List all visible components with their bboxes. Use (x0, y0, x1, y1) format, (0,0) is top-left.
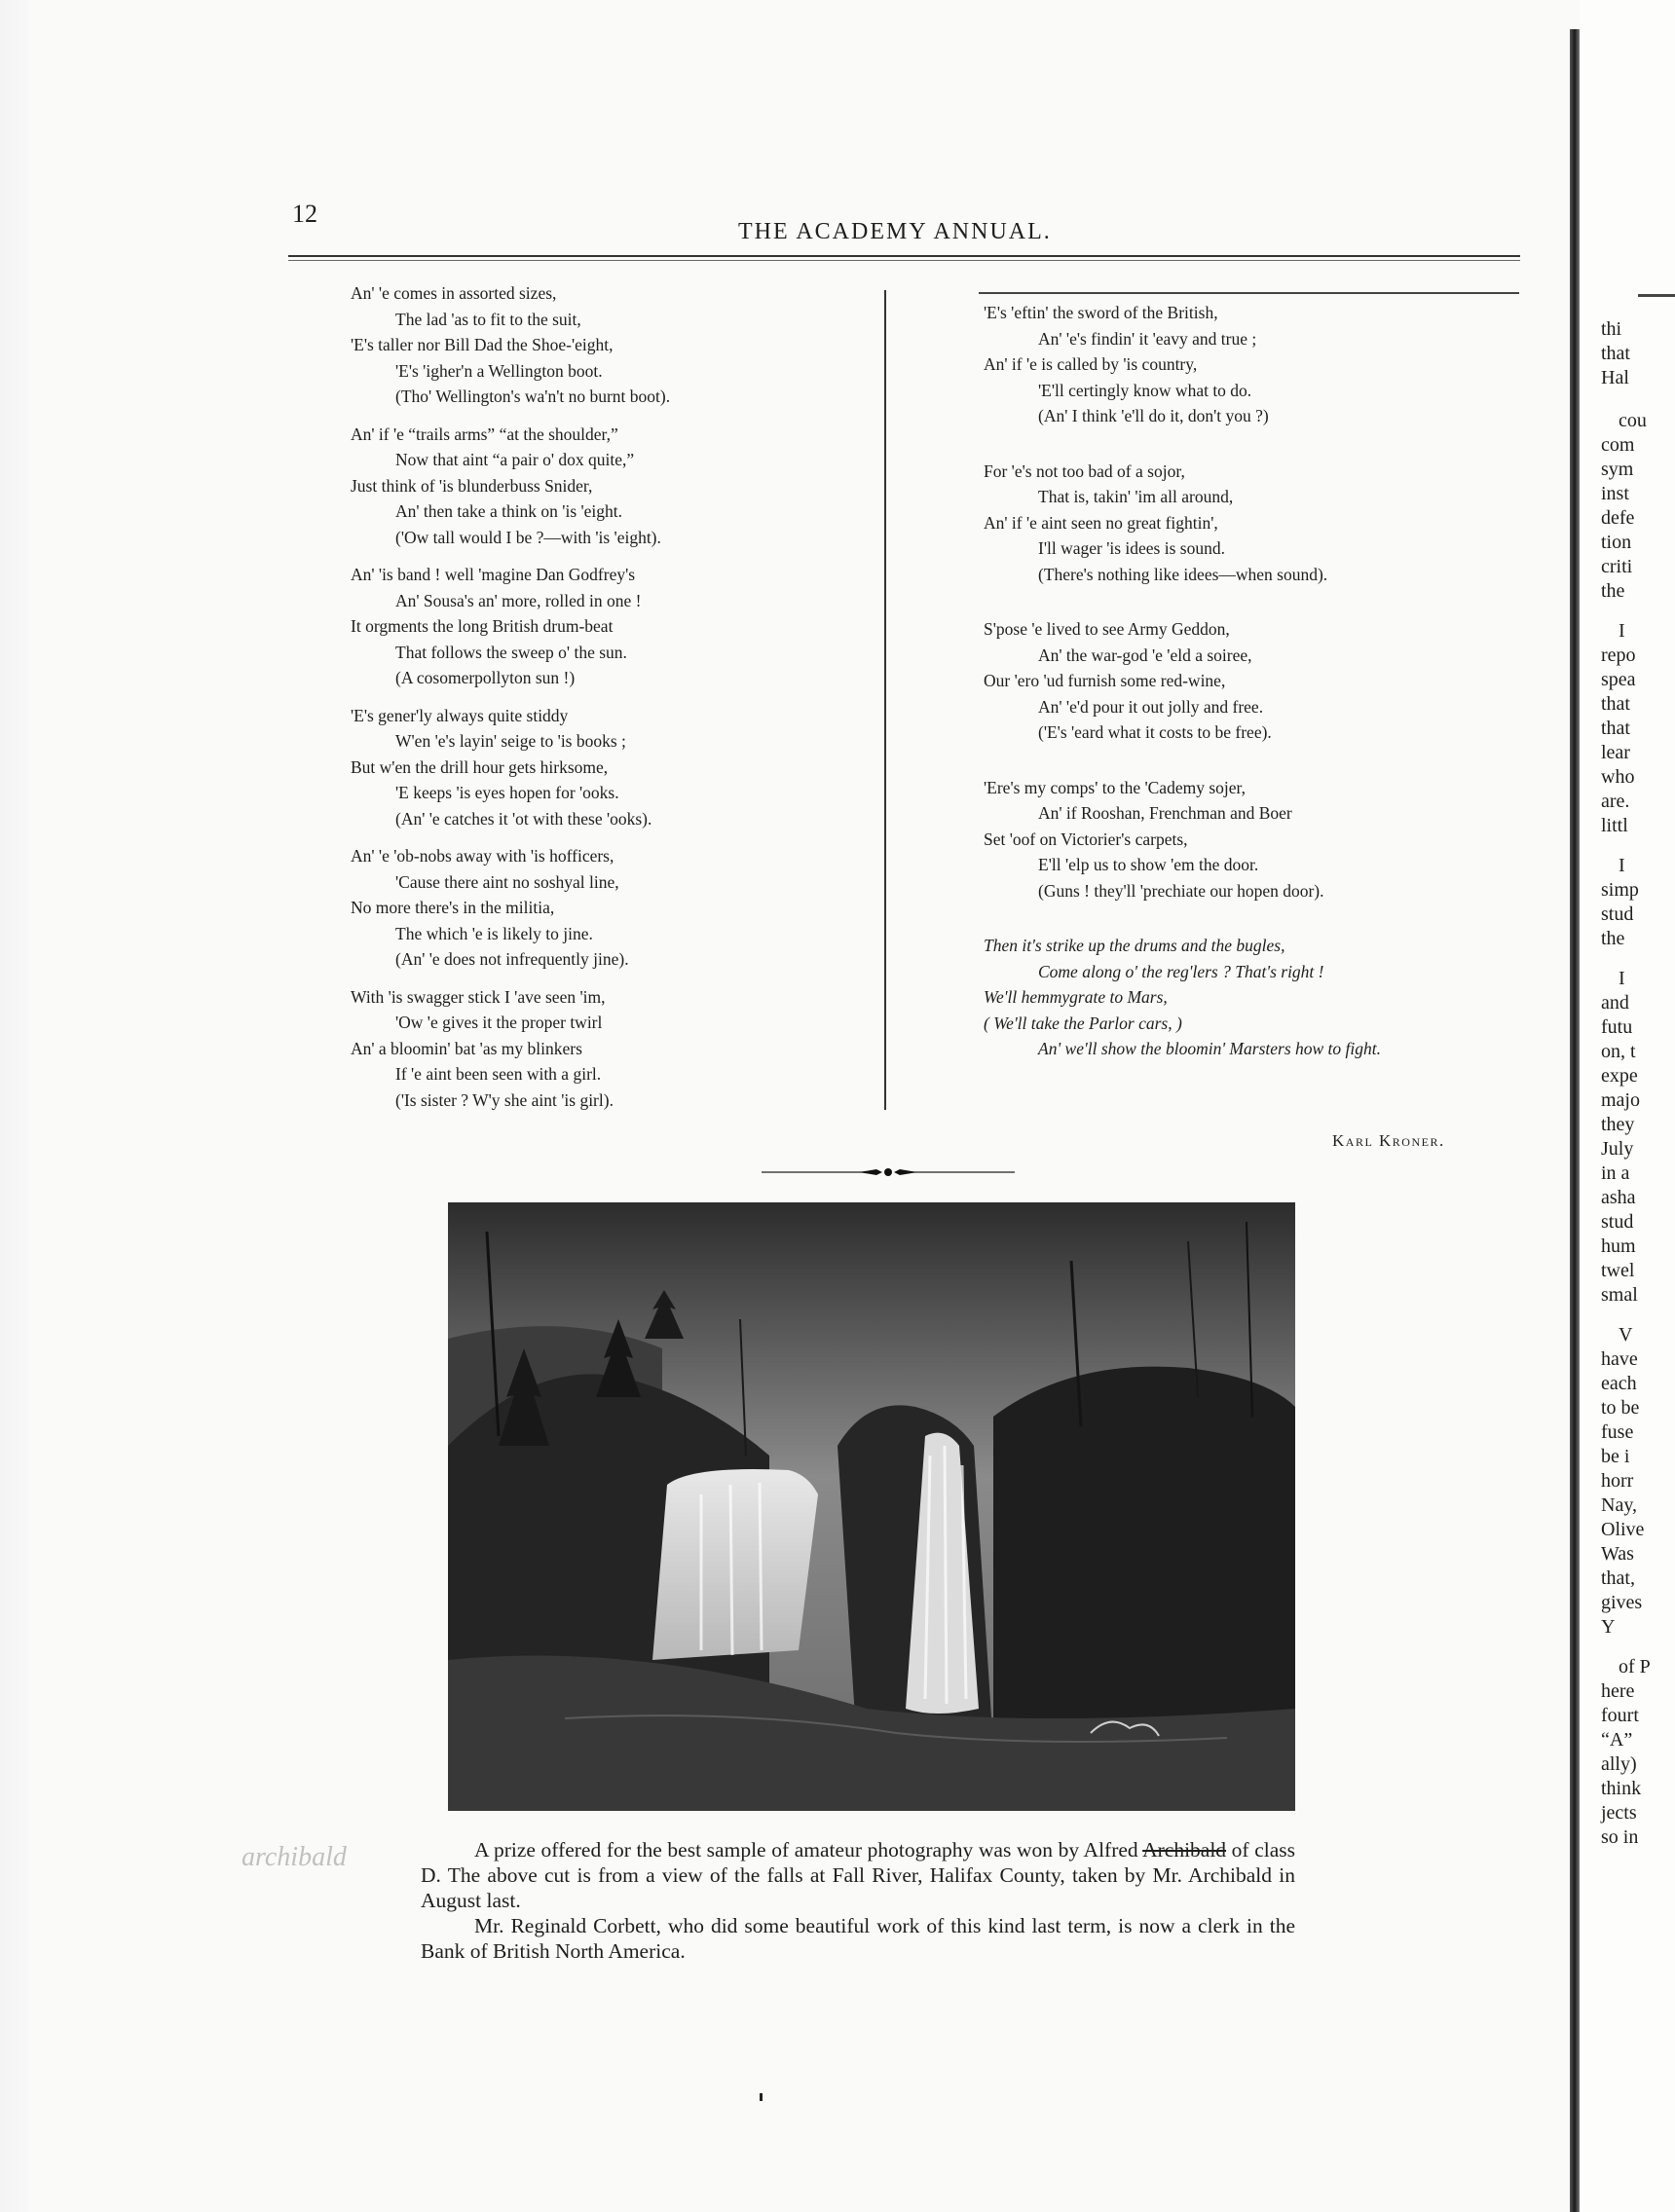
poem-line: (An' I think 'e'll do it, don't you ?) (1038, 406, 1269, 425)
poem-line: For 'e's not too bad of a sojor, (984, 461, 1185, 481)
adjacent-page-text: fuse (1601, 1421, 1634, 1443)
poem-stanza (351, 562, 857, 691)
poem-line: 'E'll certingly know what to do. (1038, 380, 1252, 400)
adjacent-page-text: com (1601, 434, 1635, 456)
poem-line: An' 'e comes in assorted sizes, (351, 283, 557, 303)
adjacent-page-text: I (1619, 855, 1625, 876)
poem-stanza (351, 843, 857, 973)
column-divider (884, 290, 886, 1110)
adjacent-page-text: Was (1601, 1543, 1634, 1565)
poem-stanza (351, 703, 857, 832)
adjacent-page-text: twel (1601, 1260, 1635, 1281)
adjacent-page-text: on, t (1601, 1041, 1636, 1062)
book-gutter (1570, 29, 1580, 2212)
adjacent-page-text: and (1601, 992, 1629, 1014)
poem-line: ('Ow tall would I be ?—with 'is 'eight). (395, 527, 661, 547)
poem-line: 'Ow 'e gives it the proper twirl (395, 1013, 603, 1032)
poem-stanza (351, 984, 857, 1114)
adjacent-page-text: jects (1601, 1802, 1637, 1824)
adjacent-page-text: that (1601, 693, 1630, 715)
adjacent-page-text: the (1601, 580, 1625, 602)
adjacent-page-text: be i (1601, 1446, 1630, 1467)
poem-line: An' Sousa's an' more, rolled in one ! (395, 590, 642, 610)
adjacent-page-text: fourt (1601, 1705, 1639, 1726)
poem-line: E'll 'elp us to show 'em the door. (1038, 855, 1259, 874)
adjacent-page-text: stud (1601, 903, 1634, 925)
chorus-line: ( We'll take the Parlor cars, ) (984, 1013, 1182, 1033)
adjacent-page-text: repo (1601, 645, 1636, 666)
poem-line: 'Ere's my comps' to the 'Cademy sojer, (984, 777, 1247, 797)
adjacent-page-text: lear (1601, 742, 1630, 763)
poem-line: If 'e aint been seen with a girl. (395, 1064, 602, 1084)
poem-line: That is, takin' 'im all around, (1038, 487, 1234, 506)
adjacent-page-text: sym (1601, 459, 1634, 480)
poem-line: Just think of 'is blunderbuss Snider, (351, 475, 593, 496)
adjacent-page-text: littl (1601, 815, 1628, 836)
adjacent-page-text: stud (1601, 1211, 1634, 1233)
adjacent-page-text: criti (1601, 556, 1633, 577)
adjacent-page-text: that (1601, 718, 1630, 739)
poem-line: Set 'oof on Victorier's carpets, (984, 829, 1188, 849)
adjacent-page-text: gives (1601, 1592, 1643, 1613)
poem-line: The which 'e is likely to jine. (395, 923, 593, 943)
adjacent-page-text: of P (1619, 1656, 1651, 1677)
adjacent-page-text: think (1601, 1778, 1642, 1799)
poem-line: An' 'e's findin' it 'eavy and true ; (1038, 328, 1257, 349)
ornament-divider (762, 1162, 1015, 1182)
poem-line: An' if 'e aint seen no great fightin', (984, 512, 1218, 533)
poem-stanza (984, 459, 1509, 588)
adjacent-page-text: Olive (1601, 1519, 1645, 1540)
poem-line: 'Cause there aint no soshyal line, (395, 871, 619, 892)
poem-line: Our 'ero 'ud furnish some red-wine, (984, 671, 1226, 690)
header-rule-thin (288, 260, 1520, 261)
poem-right-column (984, 300, 1509, 1074)
adjacent-page-text: I (1619, 968, 1625, 989)
poem-left-column (351, 280, 857, 1124)
poem-stanza (984, 616, 1509, 746)
poem-line: (An' 'e catches it 'ot with these 'ooks). (395, 808, 652, 829)
poem-line: Now that aint “a pair o' dox quite,” (395, 450, 635, 469)
poem-line: I'll wager 'is idees is sound. (1038, 538, 1225, 558)
poem-line: ('E's 'eard what it costs to be free). (1038, 722, 1272, 742)
adjacent-page-text: July (1601, 1138, 1634, 1160)
adjacent-page-text: “A” (1601, 1729, 1633, 1751)
adjacent-page-text: inst (1601, 483, 1629, 504)
chorus-line: We'll hemmygrate to Mars, (984, 987, 1168, 1007)
poem-line: ('Is sister ? W'y she aint 'is girl). (395, 1089, 614, 1110)
poem-line: An' the war-god 'e 'eld a soiree, (1038, 645, 1252, 665)
poem-line: (An' 'e does not infrequently jine). (395, 949, 629, 969)
adjacent-page-text: majo (1601, 1089, 1640, 1111)
adjacent-page-text: Hal (1601, 367, 1629, 388)
chorus-line: An' we'll show the bloomin' Marsters how to fight. (1038, 1039, 1381, 1058)
adjacent-page-text: cou (1619, 410, 1647, 431)
poem-line: An' if 'e “trails arms” “at the shoulder,” (351, 424, 618, 444)
photo-caption (421, 1837, 1295, 1964)
adjacent-page-text: Y (1601, 1616, 1616, 1638)
adjacent-page-fragment (1580, 0, 1675, 2212)
caption-paragraph-prize: A prize offered for the best sample of amateur photography was won by Alfred Archibald of class D. The above cut is from a view of the falls at Fall River, Halifax County, taken by Mr. Archibald in August last. (421, 1838, 1296, 1912)
adjacent-page-text: have (1601, 1348, 1638, 1370)
adjacent-page-text: they (1601, 1114, 1635, 1135)
poem-line: 'E's gener'ly always quite stiddy (351, 705, 569, 725)
poem-line: S'pose 'e lived to see Army Geddon, (984, 619, 1230, 639)
poem-line: It orgments the long British drum-beat (351, 616, 614, 636)
adjacent-page-text: ally) (1601, 1753, 1637, 1775)
adjacent-page-rule (1638, 294, 1675, 297)
adjacent-page-text: defe (1601, 507, 1635, 529)
adjacent-page-text: to be (1601, 1397, 1640, 1419)
adjacent-page-text: horr (1601, 1470, 1634, 1492)
adjacent-page-text: who (1601, 766, 1635, 788)
poem-line: An' if Rooshan, Frenchman and Boer (1038, 803, 1292, 823)
poem-line: With 'is swagger stick I 'ave seen 'im, (351, 986, 606, 1007)
chorus-line: Come along o' the reg'lers ? That's right ! (1038, 961, 1324, 981)
poem-stanza (351, 422, 857, 551)
poem-stanza (984, 775, 1509, 904)
poem-line: An' 'is band ! well 'magine Dan Godfrey's (351, 565, 636, 584)
poem-line: The lad 'as to fit to the suit, (395, 309, 581, 329)
adjacent-page-text: asha (1601, 1187, 1636, 1208)
adjacent-page-text: Nay, (1601, 1494, 1638, 1516)
poem-chorus (984, 933, 1509, 1062)
poem-line: That follows the sweep o' the sun. (395, 642, 627, 662)
adjacent-page-text: that, (1601, 1567, 1635, 1589)
adjacent-page-text: that (1601, 343, 1630, 364)
running-title: THE ACADEMY ANNUAL. (738, 219, 1052, 244)
chorus-line: Then it's strike up the drums and the bugles, (984, 936, 1285, 955)
ink-mark (760, 2093, 763, 2101)
adjacent-page-text: V (1619, 1324, 1633, 1346)
header-rule (288, 255, 1520, 257)
right-column-rule (979, 292, 1519, 294)
adjacent-page-text: so in (1601, 1826, 1639, 1848)
adjacent-page-text: each (1601, 1373, 1637, 1394)
poem-line: 'E keeps 'is eyes hopen for 'ooks. (395, 783, 619, 802)
poem-stanza (351, 280, 857, 410)
poem-line: But w'en the drill hour gets hirksome, (351, 756, 609, 777)
adjacent-page-text: smal (1601, 1284, 1638, 1306)
poem-line: 'E's taller nor Bill Dad the Shoe-'eight, (351, 335, 614, 354)
adjacent-page-text: simp (1601, 879, 1639, 901)
poem-line: (Tho' Wellington's wa'n't no burnt boot). (395, 387, 671, 406)
poem-stanza (984, 300, 1509, 429)
poem-line: W'en 'e's layin' seige to 'is books ; (395, 731, 626, 751)
poem-line: 'E's 'eftin' the sword of the British, (984, 303, 1218, 322)
poem-line: No more there's in the militia, (351, 898, 555, 917)
poem-line: An' 'e'd pour it out jolly and free. (1038, 696, 1264, 717)
handwritten-note: archibald (242, 1842, 347, 1872)
adjacent-page-text: expe (1601, 1065, 1638, 1087)
adjacent-page-text: spea (1601, 669, 1636, 690)
poem-line: 'E's 'igher'n a Wellington boot. (395, 360, 603, 381)
caption-paragraph-corbett: Mr. Reginald Corbett, who did some beautiful work of this kind last term, is now a clerk in the Bank of British North America. (421, 1914, 1295, 1963)
waterfall-photo (448, 1202, 1295, 1811)
adjacent-page-text: hum (1601, 1235, 1636, 1257)
adjacent-page-text: in a (1601, 1162, 1630, 1184)
poem-line: (A cosomerpollyton sun !) (395, 668, 576, 687)
poem-line: (Guns ! they'll 'prechiate our hopen door). (1038, 880, 1324, 901)
adjacent-page-text: tion (1601, 532, 1632, 553)
struck-surname: Archibald (1142, 1838, 1227, 1862)
poem-line: An' a bloomin' bat 'as my blinkers (351, 1038, 582, 1058)
poem-line: (There's nothing like idees—when sound). (1038, 564, 1328, 584)
adjacent-page-text: here (1601, 1680, 1635, 1702)
poem-line: An' then take a think on 'is 'eight. (395, 501, 623, 521)
poem-line: An' if 'e is called by 'is country, (984, 354, 1198, 374)
poem-line: An' 'e 'ob-nobs away with 'is hofficers, (351, 846, 614, 866)
adjacent-page-text: are. (1601, 791, 1630, 812)
adjacent-page-text: I (1619, 620, 1625, 642)
adjacent-page-text: thi (1601, 318, 1622, 340)
adjacent-page-text: the (1601, 928, 1625, 949)
page-number: 12 (292, 200, 317, 228)
adjacent-page-text: futu (1601, 1016, 1633, 1038)
poem-author: Karl Kroner. (1332, 1131, 1445, 1150)
